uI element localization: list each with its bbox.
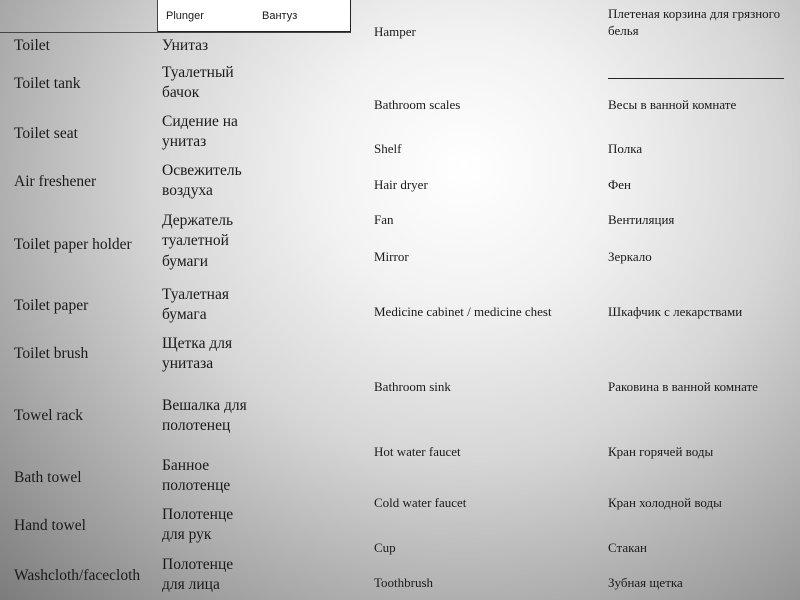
term-english: Hair dryer xyxy=(374,177,428,192)
term-russian: Весы в ванной комнате xyxy=(608,97,737,112)
term-english: Toilet seat xyxy=(14,125,78,142)
term-russian: Плетеная корзина для грязного белья xyxy=(608,6,781,39)
term-english: Toilet paper holder xyxy=(14,236,132,253)
term-english: Fan xyxy=(374,212,394,227)
term-english: Toilet paper xyxy=(14,297,89,314)
term-russian xyxy=(162,161,242,202)
term-russian-line: Вешалка для полотенец xyxy=(162,397,247,435)
table-divider xyxy=(0,32,351,33)
term-english: Bathroom sink xyxy=(374,379,451,394)
term-english: Medicine cabinet / medicine chest xyxy=(374,304,552,319)
term-russian-line: Туалетная бумага xyxy=(162,286,229,324)
term-russian: Зубная щетка xyxy=(608,575,683,590)
term-english: Bathroom scales xyxy=(374,97,461,112)
term-russian xyxy=(162,555,233,596)
term-russian: Фен xyxy=(608,177,631,192)
term-russian-line: Держатель туалетной бумаги xyxy=(162,212,234,270)
term-english: Hot water faucet xyxy=(374,444,461,459)
term-russian-line: Освежитель воздуха xyxy=(162,162,242,200)
term-english: Toothbrush xyxy=(374,575,434,590)
term-english: Towel rack xyxy=(14,407,84,424)
term-russian-line: Полотенце для лица xyxy=(162,556,234,594)
term-english: Toilet xyxy=(14,37,50,54)
term-english: Toilet brush xyxy=(14,345,89,362)
term-russian: Шкафчик с лекарствами xyxy=(608,304,743,319)
term-english: Hamper xyxy=(374,24,416,39)
term-russian: Раковина в ванной комнате xyxy=(608,379,758,394)
term-english: Bath towel xyxy=(14,469,82,486)
term-russian: Унитаз xyxy=(162,37,209,54)
term-russian: Зеркало xyxy=(608,249,652,264)
term-russian: Вентиляция xyxy=(608,212,675,227)
term-russian xyxy=(162,63,234,104)
term-russian xyxy=(162,285,229,326)
term-english: Shelf xyxy=(374,141,402,156)
term-english: Hand towel xyxy=(14,517,86,534)
term-russian-line: Туалетный бачок xyxy=(162,64,234,102)
term-russian: Стакан xyxy=(608,540,647,555)
term-english: Toilet tank xyxy=(14,75,81,92)
term-russian xyxy=(162,505,233,546)
hamper-underline xyxy=(608,78,784,79)
term-russian: Полка xyxy=(608,141,643,156)
term-russian xyxy=(162,211,233,272)
term-russian-line: Полотенце для рук xyxy=(162,506,234,544)
term-english: Cold water faucet xyxy=(374,495,467,510)
term-russian: Кран холодной воды xyxy=(608,495,722,510)
term-english: Cup xyxy=(374,540,396,555)
term-russian: Кран горячей воды xyxy=(608,444,714,459)
plunger-header-box xyxy=(158,0,351,32)
plunger-russian: Вантуз xyxy=(262,10,298,22)
term-english: Washcloth/facecloth xyxy=(14,567,141,584)
term-russian-line: Щетка для унитаза xyxy=(162,335,233,373)
term-russian xyxy=(162,334,232,375)
term-russian-line: Сидение на унитаз xyxy=(162,113,238,151)
plunger-english: Plunger xyxy=(166,10,204,22)
term-russian-line: Банное полотенце xyxy=(162,457,231,495)
term-english: Air freshener xyxy=(14,173,97,190)
term-english: Mirror xyxy=(374,249,409,264)
term-russian xyxy=(162,456,230,497)
term-russian xyxy=(162,396,247,437)
term-russian xyxy=(162,112,238,153)
